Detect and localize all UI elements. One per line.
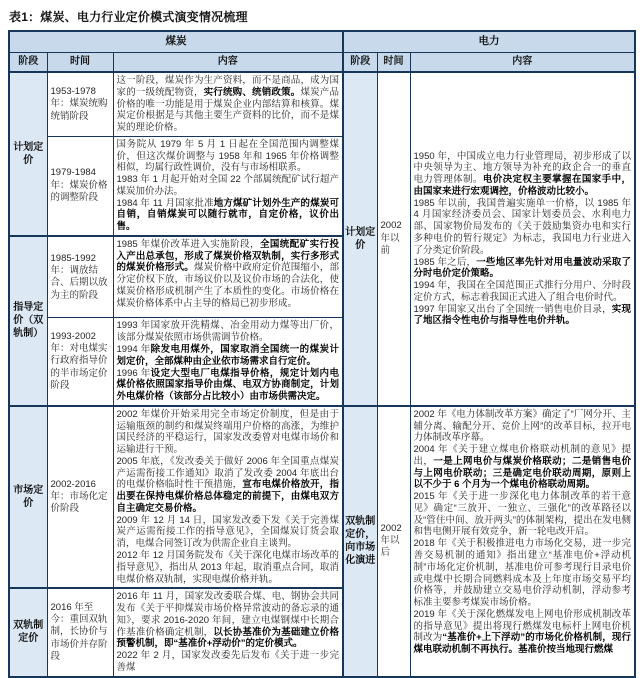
content-paragraph: 1997 年国家又出台了全国统一销售电价目录，实现了地区指令性电价与指导性电价并轨。 xyxy=(413,303,631,327)
content-paragraph: 这一阶段，煤炭作为生产资料，而不是商品，成为国家的一级统配物资，实行统购、统销政策。煤炭产品价格的唯一功能是用于煤炭企业内部结算和核算。煤炭定价根据是与其他主要生产资料的比价，而不是煤炭的理论价格。 xyxy=(116,75,339,134)
content-paragraph: 2012 年 12 月国务院发布《关于深化电煤市场改革的指导意见》，指出从 2013 年起，取消重点合同，取消电煤价格双轨制，实现电煤价格并轨。 xyxy=(116,550,339,585)
content-paragraph: 2018 年《关于积极推进电力市场化交易，进一步完善交易机制的通知》指出建立“基准电价+浮动机制”市场化定价机制，基准电价可参考现行目录电价或电煤中长期合同燃料成本及上年度市场交易平均价格等，并鼓励建立交易电价浮动机制，浮动参考标准主要参考煤炭市场价格。 xyxy=(413,538,631,609)
content-paragraph: 2002 年煤价开始采用完全市场定价制度，但是由于运输瓶颈的制约和煤炭终端用户价格的高涨，为维护国民经济的平稳运行，国家发改委曾对电煤市场价和运输进行干预。 xyxy=(116,408,339,456)
content-paragraph: 2019 年《关于深化燃煤发电上网电价形成机制改革的指导意见》提出将现行燃煤发电标杆上网电价机制改为“基准价+上下浮动”的市场化价格机制，现行煤电联动机制不再执行。基准价按当地现行燃煤 xyxy=(413,608,631,656)
power-content-column-header: 内容 xyxy=(410,53,635,73)
power-content-after-2002 xyxy=(410,406,635,677)
coal-time-1985-1992: 1985-1992 年：调放结合、后期以放为主的阶段 xyxy=(47,236,113,318)
content-paragraph: 1983 年 1 月起开始对全国 22 个部属统配矿试行超产煤炭加价办法。 xyxy=(116,174,339,197)
coal-time-1979-1984: 1979-1984 年：煤炭价格的调整阶段 xyxy=(47,136,113,236)
coal-time-1993-2002: 1993-2002 年：对电煤实行政府指导价的半市场定价阶段 xyxy=(47,318,113,406)
content-paragraph: 1994 年除发电用煤外，国家取消全国统一的煤炭计划定价，全部煤种由企业依市场需求自行定价。 xyxy=(116,343,339,367)
coal-time-1953-1978: 1953-1978 年：煤炭统购统销阶段 xyxy=(47,72,113,136)
coal-content-2002-2016 xyxy=(113,406,343,588)
coal-stage-guided-pricing-dual-track: 指导定价（双轨制） xyxy=(9,236,47,406)
content-paragraph: 1993 年国家放开洗精煤、冶金用动力煤等出厂价，该部分煤炭依照市场供需调节价格。 xyxy=(116,320,339,344)
content-paragraph: 1994 年，我国在全国范围正式推行分用户、分时段定价方式，标志着我国正式进入了组合电价时代。 xyxy=(413,280,631,303)
table-title: 表1：煤炭、电力行业定价模式演变情况梳理 xyxy=(9,10,248,24)
coal-content-1953-1978 xyxy=(113,72,343,136)
coal-content-column-header: 内容 xyxy=(113,53,343,73)
content-paragraph: 国务院从 1979 年 5 月 1 日起在全国范围内调整煤价，但这次煤价调整与 1958 年和 1965 年价格调整相似，均属行政性调价，没有与市场相联系。 xyxy=(116,138,339,174)
coal-content-1979-1984 xyxy=(113,136,343,236)
content-paragraph: 2005 年底，《发改委关于做好 2006 年全国重点煤炭产运需衔接工作通知》取消了发改委 2004 年底出台的电煤价格临时性干预措施，宣布电煤价格放开，指出要在保持电煤价格总体稳定的前提下，由煤电双方自主确定交易价格。 xyxy=(116,455,339,514)
row-coal-1953-1978 xyxy=(9,72,635,136)
content-paragraph: 2002 年《电力体制改革方案》确定了“厂网分开、主辅分离、输配分开、竞价上网”的改革目标，拉开电力体制改革序幕。 xyxy=(413,408,631,444)
power-content-before-2002 xyxy=(410,72,635,406)
column-header-row xyxy=(9,53,635,73)
power-section-header: 电力 xyxy=(343,31,635,53)
content-paragraph: 1950 年，中国成立电力行业管理局，初步形成了以中央领导为主、地方领导为补充的政企合一的垂直电力管理体制。电价决定权主要掌握在国家手中，由国家来进行宏观调控，价格波动比较小。 xyxy=(413,150,631,197)
row-coal-2002-2016 xyxy=(9,406,635,588)
content-paragraph: 1984 年 11 月国家批准地方煤矿计划外生产的煤炭可自销，自销煤炭可以随行就市，自定价格，议价出售。 xyxy=(116,197,339,233)
content-paragraph: 2015 年《关于进一步深化电力体制改革的若干意见》确定“三放开、一独立、三强化”的改革路径以及“管住中间、放开两头”的体制架构，提出在发电侧和售电侧开展有效竞争，新一轮电改开启。 xyxy=(413,491,631,538)
power-stage-column-header: 阶段 xyxy=(343,53,377,73)
coal-time-2016-now: 2016 年至今：重回双轨制，长协价与市场价并存阶段 xyxy=(47,588,113,676)
content-paragraph: 1985 年之后，一些地区率先针对用电量波动采取了分时电价定价策略。 xyxy=(413,256,631,280)
content-paragraph: 1985 年以前，我国普遍实施单一价格，以 1985 年 4 月国家经济委员会、国家计划委员会、水利电力部、国家物价局发布的《关于鼓励集资办电和实行多种电价的暂行规定》为标志，我国电力行业进入了分类定价阶段。 xyxy=(413,197,631,256)
industry-header-row xyxy=(9,31,635,53)
coal-content-2016-now xyxy=(113,588,343,676)
content-paragraph: 1996 年设定大型电厂电煤指导价格，规定计划内电煤价格依照国家指导价由煤、电双方协商制定，计划外电煤价格（该部分占比较小）由市场供需决定。 xyxy=(116,367,339,403)
content-paragraph: 2009 年 12 月 14 日，国家发改委下发《关于完善煤炭产运需衔接工作的指导意见》，全国煤炭订货会取消，电煤合同签订改为供需企业自主谈判。 xyxy=(116,514,339,550)
power-time-before-2002: 2002 年以前 xyxy=(377,72,410,406)
coal-content-1993-2002 xyxy=(113,318,343,406)
coal-time-column-header: 时间 xyxy=(47,53,113,73)
coal-time-2002-2016: 2002-2016 年：市场化定价阶段 xyxy=(47,406,113,588)
content-paragraph: 2016 年 11 月，国家发改委联合煤、电、钢协会共同发布《关于平抑煤炭市场价格异常波动的备忘录的通知》，要求 2016-2020 年间，建立电煤钢煤中长期合作基准价格确定机制，以长协基准价为基础建立价格预警机制，即“基准价+浮动价”的定价模式。 xyxy=(116,591,339,650)
coal-stage-column-header: 阶段 xyxy=(9,53,47,73)
coal-stage-planned-pricing: 计划定价 xyxy=(9,72,47,236)
coal-content-1985-1992 xyxy=(113,236,343,318)
content-paragraph: 1985 年煤价改革进入实施阶段，全国统配矿实行投入产出总承包，形成了煤炭价格双轨制，实行多形式的煤炭价格形式。煤炭价格中政府定价范围缩小，部分定价权下放，市场议价以及议价市场的合法化，使煤炭价格形成机制产生了本质性的变化。市场价格在煤炭价格体系中占主导的格局已初步形成。 xyxy=(116,238,339,309)
coal-section-header: 煤炭 xyxy=(9,31,343,53)
content-paragraph: 2004 年《关于建立煤电价格联动机制的意见》提出，一是上网电价与煤炭价格联动；二是销售电价与上网电价联动；三是确定电价联动周期，原则上以不少于 6 个月为一个煤电价格联动周期。 xyxy=(413,444,631,491)
power-stage-planned-pricing: 计划定价 xyxy=(343,72,377,406)
coal-stage-market-pricing: 市场定价 xyxy=(9,406,47,588)
power-stage-dual-track-to-market: 双轨制定价，向市场化演进 xyxy=(343,406,377,677)
power-time-after-2002: 2002 年以后 xyxy=(377,406,410,677)
content-paragraph: 2022 年 2 月，国家发改委先后发布《关于进一步完善煤 xyxy=(116,650,339,673)
power-time-column-header: 时间 xyxy=(377,53,410,73)
coal-stage-dual-track-pricing: 双轨制定价 xyxy=(9,588,47,676)
pricing-evolution-table xyxy=(8,30,636,678)
